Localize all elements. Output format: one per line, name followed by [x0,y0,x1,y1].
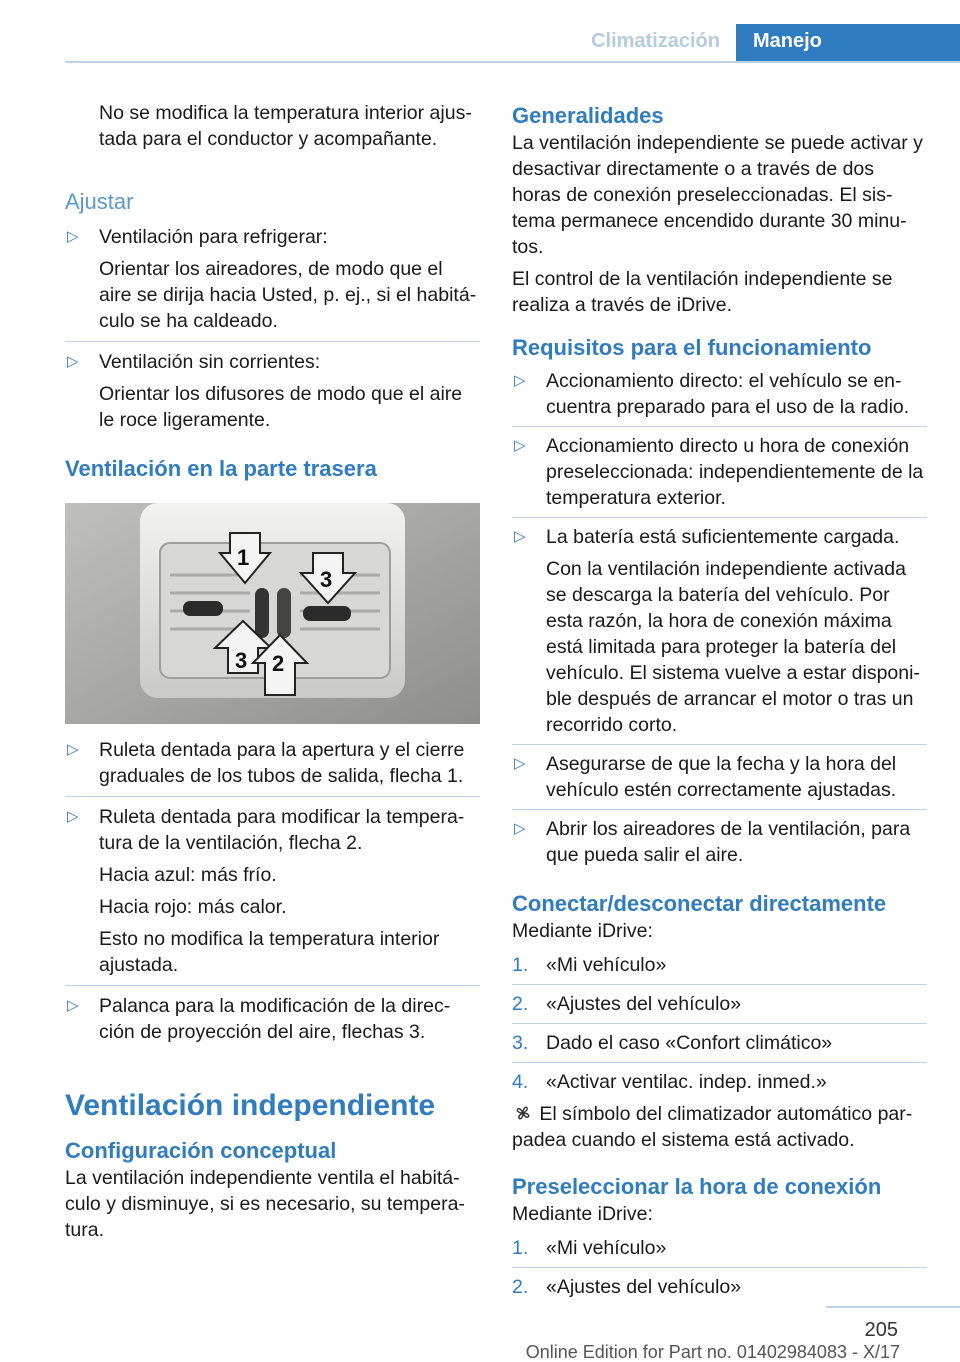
divider [65,985,480,986]
item-text: Abrir los aireadores de la ventilación, para que pueda salir el aire. [546,818,911,866]
item-text: La batería está suficientemente cargada. [546,526,900,548]
header-rule [65,61,960,63]
rear-list [65,737,480,1045]
step-number: 1. [512,954,529,976]
rear-ventilation-heading: Ventilación en la parte trasera [65,456,377,481]
item-text: Accionamiento directo u hora de conexión preseleccionada: independientemente de la temperatura exterior. [546,435,924,509]
item-extra: Esto no modifica la temperatura interior ajustada. [99,928,440,976]
preselect-via: Mediante iDrive: [512,1203,653,1225]
divider [512,809,927,810]
divider [512,984,927,985]
list-item [65,804,480,978]
triangle-bullet-icon: ▷ [67,997,79,1014]
triangle-bullet-icon: ▷ [67,741,79,758]
header-section-title: Climatización [591,30,720,52]
list-item [512,368,927,420]
symbol-note-text: El símbolo del climatizador automático par-padea cuando el sistema está activado. [512,1103,913,1151]
divider [512,426,927,427]
divider [512,1023,927,1024]
divider [512,1062,927,1063]
divider [65,341,480,342]
item-text: Accionamiento directo: el vehículo se en-cuentra preparado para el uso de la radio. [546,370,910,418]
item-extra: Hacia azul: más frío. [99,864,277,886]
concept-text: La ventilación independiente ventila el habitá-culo y disminuye, si es necesario, su tempera-tura. [65,1167,465,1241]
list-item [512,1030,927,1056]
header-chapter-tab[interactable]: Manejo [736,24,960,63]
triangle-bullet-icon: ▷ [67,808,79,825]
general-heading: Generalidades [512,103,664,128]
list-item [65,349,480,433]
list-item [512,433,927,511]
step-text: «Ajustes del vehículo» [546,1276,742,1298]
triangle-bullet-icon: ▷ [67,353,79,370]
divider [65,796,480,797]
item-detail: Orientar los difusores de modo que el aire le roce ligeramente. [99,383,463,431]
preselect-steps [512,1235,927,1300]
requirements-heading: Requisitos para el funcionamiento [512,335,872,360]
ajustar-list [65,224,480,433]
triangle-bullet-icon: ▷ [514,372,526,389]
triangle-bullet-icon: ▷ [67,228,79,245]
footer-rule [826,1306,960,1308]
arrow-label-2: 2 [272,651,285,676]
list-item [512,952,927,978]
arrow-label-1: 1 [237,545,250,570]
general-paragraph: La ventilación independiente se puede activar y desactivar directamente o a través de dos horas de conexión preseleccionadas. El sis-tema permanece encendido durante 30 minu-tos. [512,132,923,258]
list-item [512,524,927,738]
list-item [65,737,480,789]
intro-text: No se modifica la temperatura interior ajus-tada para el conductor y acompañante. [99,102,472,150]
triangle-bullet-icon: ▷ [514,437,526,454]
right-column [512,100,927,1300]
step-number: 2. [512,993,529,1015]
list-item [65,224,480,334]
item-extra: Con la ventilación independiente activada se descarga la batería del vehículo. Por esta razón, la hora de conexión máxima está limitada para proteger la batería del vehículo. El sistema vuelve a estar disponi-ble después de arrancar el motor o tras un recorrido corto. [546,558,920,736]
direct-heading: Conectar/desconectar directamente [512,891,887,916]
step-text: «Mi vehículo» [546,954,667,976]
triangle-bullet-icon: ▷ [514,820,526,837]
general-paragraph: El control de la ventilación independiente se realiza a través de iDrive. [512,268,893,316]
step-number: 4. [512,1071,529,1093]
arrow-label-3-right: 3 [320,567,333,592]
list-item [512,1235,927,1261]
triangle-bullet-icon: ▷ [514,755,526,772]
item-text: Asegurarse de que la fecha y la hora del vehículo estén correctamente ajustadas. [546,753,897,801]
step-text: «Activar ventilac. indep. inmed.» [546,1071,827,1093]
concept-heading: Configuración conceptual [65,1138,337,1163]
list-item [512,991,927,1017]
list-item [65,993,480,1045]
item-text: Palanca para la modificación de la direc-ción de proyección del aire, flechas 3. [99,995,451,1043]
divider [512,517,927,518]
independent-ventilation-title: Ventilación independiente [65,1089,436,1122]
arrow-label-3-left: 3 [235,648,248,673]
triangle-bullet-icon: ▷ [514,528,526,545]
page-number: 205 [864,1319,898,1341]
preselect-heading: Preseleccionar la hora de conexión [512,1174,882,1199]
item-title: Ventilación sin corrientes: [99,351,321,373]
left-column [65,100,480,1243]
direct-via: Mediante iDrive: [512,920,653,942]
step-text: «Mi vehículo» [546,1237,667,1259]
item-detail: Orientar los aireadores, de modo que el aire se dirija hacia Usted, p. ej., si el habitá-culo se ha caldeado. [99,258,477,332]
item-title: Ventilación para refrigerar: [99,226,328,248]
step-number: 3. [512,1032,529,1054]
divider [512,744,927,745]
direct-steps [512,952,927,1095]
step-number: 2. [512,1276,529,1298]
list-item [512,751,927,803]
item-text: Ruleta dentada para modificar la tempera-tura de la ventilación, flecha 2. [99,806,465,854]
step-text: Dado el caso «Confort climático» [546,1032,833,1054]
list-item [512,1069,927,1095]
requirements-list [512,368,927,868]
fan-icon [512,1101,534,1127]
divider [512,1267,927,1268]
item-extra: Hacia rojo: más calor. [99,896,287,918]
list-item [512,1274,927,1300]
edition-note: Online Edition for Part no. 01402984083 - X/17 [525,1342,900,1362]
step-number: 1. [512,1237,529,1259]
list-item [512,816,927,868]
step-text: «Ajustes del vehículo» [546,993,742,1015]
symbol-note [512,1101,927,1153]
item-text: Ruleta dentada para la apertura y el cierre graduales de los tubos de salida, flecha 1. [99,739,465,787]
ajustar-heading: Ajustar [65,189,134,214]
rear-vent-photo [65,503,480,729]
